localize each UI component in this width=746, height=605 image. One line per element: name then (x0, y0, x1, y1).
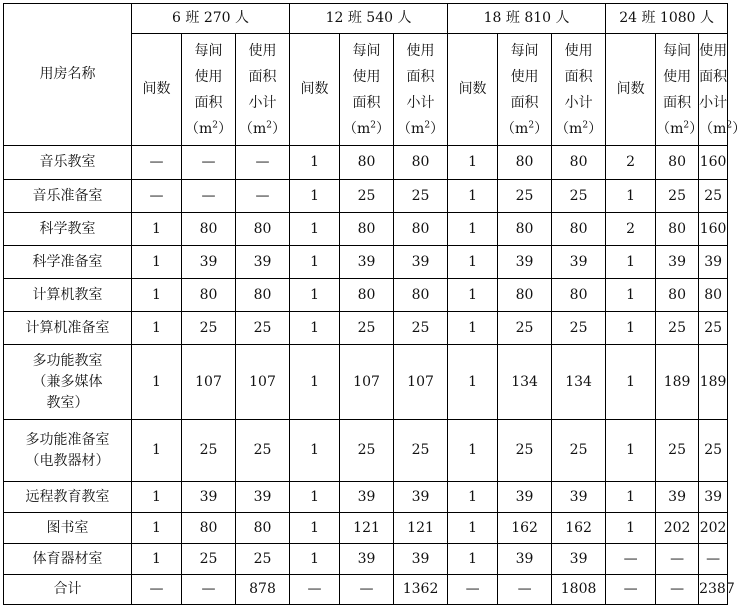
value-cell: 1 (290, 180, 340, 213)
unit-label (340, 116, 393, 142)
subtotal-area-header (236, 34, 290, 146)
value-cell: 1362 (394, 575, 448, 605)
room-name-line: 计算机准备室 (25, 319, 110, 336)
value-cell: 1 (448, 420, 498, 482)
value-cell: 107 (394, 345, 448, 420)
value-cell: — (182, 146, 236, 180)
value-cell: 1 (132, 513, 182, 544)
room-name-line: 科学准备室 (32, 253, 103, 270)
unit-text: （m (343, 120, 371, 137)
unit-superscript: 2 (212, 119, 218, 130)
value-cell: 1 (290, 513, 340, 544)
unit-close: ） (732, 120, 746, 137)
group-header-6: 6 班 270 人 (132, 4, 290, 34)
room-name-line: （兼多媒体 (32, 373, 103, 390)
value-cell: 1 (290, 312, 340, 345)
value-cell: 1 (606, 482, 656, 513)
value-cell: 39 (182, 246, 236, 279)
value-cell: — (340, 575, 394, 605)
count-header: 间数 (606, 34, 656, 146)
header-line: 使用 (699, 42, 728, 59)
value-cell: 39 (699, 246, 728, 279)
value-cell: — (448, 575, 498, 605)
value-cell: 39 (656, 482, 699, 513)
unit-text: （m (397, 120, 425, 137)
header-line: 面积 (352, 94, 381, 111)
unit-superscript: 2 (582, 119, 589, 130)
value-cell: 80 (656, 279, 699, 312)
per-room-area-header (498, 34, 552, 146)
value-cell: 80 (236, 513, 290, 544)
value-cell: 39 (236, 246, 290, 279)
unit-close: ） (272, 120, 287, 137)
value-cell: 162 (552, 513, 606, 544)
value-cell: — (656, 575, 699, 605)
unit-superscript: 2 (528, 119, 535, 130)
value-cell: 160 (699, 213, 728, 246)
room-name-line: 计算机教室 (32, 286, 103, 303)
value-cell: 189 (656, 345, 699, 420)
value-cell: 1 (290, 246, 340, 279)
value-cell: 39 (340, 246, 394, 279)
room-name-cell (4, 420, 132, 482)
value-cell: 25 (394, 420, 448, 482)
value-cell: 2 (606, 146, 656, 180)
value-cell: 1 (132, 482, 182, 513)
header-line: 每间 (510, 42, 539, 59)
value-cell: 1808 (552, 575, 606, 605)
unit-label (699, 116, 746, 142)
header-line: 面积 (194, 94, 223, 111)
value-cell: 80 (498, 213, 552, 246)
table-row (4, 575, 728, 605)
value-cell: 1 (448, 345, 498, 420)
room-name-line: 多功能准备室 (25, 431, 110, 448)
unit-text: （m (555, 120, 583, 137)
value-cell: 39 (236, 482, 290, 513)
value-cell: 107 (182, 345, 236, 420)
value-cell: — (606, 544, 656, 575)
room-area-table-container (3, 3, 746, 605)
header-line: 使用 (194, 68, 223, 85)
room-name-line: 多功能教室 (32, 352, 103, 369)
value-cell: 2387 (699, 575, 728, 605)
subtotal-area-header (394, 34, 448, 146)
room-name-line: 图书室 (46, 519, 89, 536)
value-cell: 25 (236, 312, 290, 345)
value-cell: 80 (340, 279, 394, 312)
room-name-cell (4, 279, 132, 312)
value-cell: 39 (340, 482, 394, 513)
value-cell: 25 (498, 420, 552, 482)
value-cell: 25 (552, 312, 606, 345)
value-cell: 107 (236, 345, 290, 420)
header-line: 面积 (663, 94, 692, 111)
header-line: 使用 (248, 42, 277, 59)
value-cell: 25 (498, 180, 552, 213)
value-cell: 25 (394, 180, 448, 213)
value-cell: 80 (236, 213, 290, 246)
value-cell: 1 (448, 180, 498, 213)
value-cell: 25 (552, 420, 606, 482)
header-line: 小计 (248, 94, 277, 111)
value-cell: 80 (498, 146, 552, 180)
unit-text: （m (501, 120, 529, 137)
room-name-cell (4, 312, 132, 345)
value-cell: 1 (132, 420, 182, 482)
value-cell: 189 (699, 345, 728, 420)
value-cell: — (290, 575, 340, 605)
group-header-24: 24 班 1080 人 (606, 4, 728, 34)
value-cell: 80 (699, 279, 728, 312)
value-cell: — (182, 180, 236, 213)
value-cell: 39 (552, 544, 606, 575)
value-cell: 39 (498, 246, 552, 279)
table-row (4, 279, 728, 312)
unit-superscript: 2 (266, 119, 273, 130)
unit-close: ） (218, 120, 232, 137)
unit-text: （m (239, 120, 267, 137)
value-cell: 39 (498, 544, 552, 575)
value-cell: 121 (394, 513, 448, 544)
value-cell: — (656, 544, 699, 575)
unit-superscript: 2 (370, 119, 377, 130)
value-cell: 39 (656, 246, 699, 279)
unit-close: ） (588, 120, 603, 137)
value-cell: 878 (236, 575, 290, 605)
value-cell: 39 (394, 246, 448, 279)
value-cell: 1 (606, 246, 656, 279)
value-cell: 2 (606, 213, 656, 246)
subtotal-area-header (699, 34, 746, 146)
header-line: 使用 (564, 42, 593, 59)
value-cell: 80 (236, 279, 290, 312)
value-cell: 80 (182, 279, 236, 312)
room-name-cell (4, 146, 132, 180)
table-row (4, 312, 728, 345)
value-cell: 160 (699, 146, 728, 180)
value-cell: 80 (656, 146, 699, 180)
value-cell: — (606, 575, 656, 605)
value-cell: 1 (606, 279, 656, 312)
value-cell: 39 (552, 246, 606, 279)
room-name-cell (4, 575, 132, 605)
value-cell: 1 (290, 420, 340, 482)
value-cell: 25 (182, 312, 236, 345)
value-cell: 1 (448, 544, 498, 575)
unit-label (552, 116, 605, 142)
value-cell: 25 (340, 180, 394, 213)
value-cell: 25 (699, 420, 728, 482)
value-cell: 25 (340, 312, 394, 345)
header-line: 小计 (564, 94, 593, 111)
value-cell: 80 (182, 513, 236, 544)
value-cell: 80 (340, 213, 394, 246)
unit-label (394, 116, 447, 142)
value-cell: 25 (340, 420, 394, 482)
value-cell: 1 (448, 279, 498, 312)
value-cell: 25 (394, 312, 448, 345)
room-name-cell (4, 345, 132, 420)
value-cell: 1 (606, 420, 656, 482)
value-cell: 1 (448, 146, 498, 180)
header-line: 每间 (352, 42, 381, 59)
value-cell: 1 (448, 513, 498, 544)
value-cell: 39 (498, 482, 552, 513)
value-cell: 25 (699, 312, 728, 345)
value-cell: 39 (552, 482, 606, 513)
unit-superscript: 2 (726, 119, 733, 130)
value-cell: 39 (699, 482, 728, 513)
table-body (4, 146, 735, 605)
room-name-header: 用房名称 (4, 4, 132, 146)
unit-close: ） (689, 120, 704, 137)
value-cell: 1 (290, 345, 340, 420)
group-header-18: 18 班 810 人 (448, 4, 606, 34)
header-line: 每间 (194, 42, 223, 59)
value-cell: — (699, 544, 728, 575)
count-header: 间数 (132, 34, 182, 146)
header-line: 面积 (510, 94, 539, 111)
room-name-line: 体育器材室 (32, 550, 103, 567)
table-row (4, 213, 728, 246)
value-cell: 1 (132, 246, 182, 279)
table-row (4, 146, 728, 180)
room-name-cell (4, 513, 132, 544)
header-line: 使用 (352, 68, 381, 85)
value-cell: 162 (498, 513, 552, 544)
unit-label (236, 116, 289, 142)
room-name-line: 远程教育教室 (25, 488, 110, 505)
value-cell: — (182, 575, 236, 605)
value-cell: 25 (656, 312, 699, 345)
table-row (4, 345, 728, 420)
value-cell: 80 (394, 279, 448, 312)
value-cell: — (132, 180, 182, 213)
value-cell: 25 (236, 420, 290, 482)
room-name-cell (4, 246, 132, 279)
table-row (4, 544, 728, 575)
value-cell: 134 (552, 345, 606, 420)
value-cell: 107 (340, 345, 394, 420)
header-line: 使用 (510, 68, 539, 85)
value-cell: 1 (132, 279, 182, 312)
room-name-line: 音乐准备室 (32, 187, 103, 204)
unit-label (656, 116, 704, 142)
value-cell: 80 (656, 213, 699, 246)
value-cell: 1 (606, 513, 656, 544)
value-cell: 39 (394, 482, 448, 513)
value-cell: 121 (340, 513, 394, 544)
count-header: 间数 (290, 34, 340, 146)
header-line: 使用 (663, 68, 692, 85)
value-cell: 1 (606, 312, 656, 345)
value-cell: 80 (340, 146, 394, 180)
value-cell: 25 (699, 180, 728, 213)
value-cell: 134 (498, 345, 552, 420)
room-name-cell (4, 544, 132, 575)
per-room-area-header (182, 34, 236, 146)
room-name-line: （电教器材） (25, 452, 110, 469)
value-cell: 1 (606, 345, 656, 420)
value-cell: 25 (236, 544, 290, 575)
room-name-line: 教室） (46, 394, 89, 411)
header-row-groups (4, 4, 728, 34)
value-cell: 1 (290, 146, 340, 180)
value-cell: 1 (448, 213, 498, 246)
table-row (4, 180, 728, 213)
table-row (4, 246, 728, 279)
table-row (4, 420, 728, 482)
value-cell: 1 (132, 544, 182, 575)
room-name-line: 科学教室 (39, 220, 96, 237)
unit-close: ） (376, 120, 391, 137)
value-cell: 202 (656, 513, 699, 544)
value-cell: 25 (182, 420, 236, 482)
table-row (4, 482, 728, 513)
group-header-12: 12 班 540 人 (290, 4, 448, 34)
room-name-cell (4, 482, 132, 513)
unit-text: （m (656, 120, 684, 137)
header-line: 小计 (699, 94, 728, 111)
value-cell: 1 (448, 482, 498, 513)
subtotal-area-header (552, 34, 606, 146)
unit-close: ） (430, 120, 445, 137)
room-name-cell (4, 180, 132, 213)
value-cell: 39 (394, 544, 448, 575)
value-cell: 25 (182, 544, 236, 575)
value-cell: 202 (699, 513, 728, 544)
room-name-cell (4, 213, 132, 246)
value-cell: 80 (182, 213, 236, 246)
value-cell: 80 (394, 213, 448, 246)
per-room-area-header (656, 34, 704, 146)
header-line: 面积 (564, 68, 593, 85)
value-cell: 80 (552, 279, 606, 312)
unit-close: ） (534, 120, 549, 137)
value-cell: 1 (132, 345, 182, 420)
value-cell: 25 (656, 180, 699, 213)
room-area-table (3, 3, 746, 605)
header-line: 面积 (406, 68, 435, 85)
unit-text: （m (184, 120, 213, 137)
value-cell: — (498, 575, 552, 605)
room-name-line: 音乐教室 (39, 154, 96, 170)
value-cell: — (236, 146, 290, 180)
value-cell: 80 (552, 213, 606, 246)
value-cell: 25 (498, 312, 552, 345)
value-cell: 1 (290, 544, 340, 575)
value-cell: 1 (290, 279, 340, 312)
unit-superscript: 2 (424, 119, 431, 130)
header-line: 面积 (248, 68, 277, 85)
unit-superscript: 2 (683, 119, 690, 130)
header-line: 小计 (406, 94, 435, 111)
value-cell: 1 (290, 213, 340, 246)
value-cell: 80 (498, 279, 552, 312)
value-cell: — (236, 180, 290, 213)
unit-label (498, 116, 551, 142)
value-cell: 80 (394, 146, 448, 180)
value-cell: 39 (182, 482, 236, 513)
value-cell: — (132, 575, 182, 605)
table-row (4, 513, 728, 544)
value-cell: 1 (448, 312, 498, 345)
unit-text: （m (699, 120, 727, 137)
value-cell: 39 (340, 544, 394, 575)
unit-label (182, 116, 235, 142)
value-cell: 1 (132, 312, 182, 345)
value-cell: 1 (606, 180, 656, 213)
value-cell: — (132, 146, 182, 180)
value-cell: 1 (132, 213, 182, 246)
per-room-area-header (340, 34, 394, 146)
value-cell: 80 (552, 146, 606, 180)
header-line: 每间 (663, 42, 692, 59)
count-header: 间数 (448, 34, 498, 146)
value-cell: 25 (656, 420, 699, 482)
room-name-line: 合计 (53, 581, 82, 597)
header-line: 使用 (406, 42, 435, 59)
value-cell: 25 (552, 180, 606, 213)
header-line: 面积 (699, 68, 728, 85)
value-cell: 1 (448, 246, 498, 279)
value-cell: 1 (290, 482, 340, 513)
